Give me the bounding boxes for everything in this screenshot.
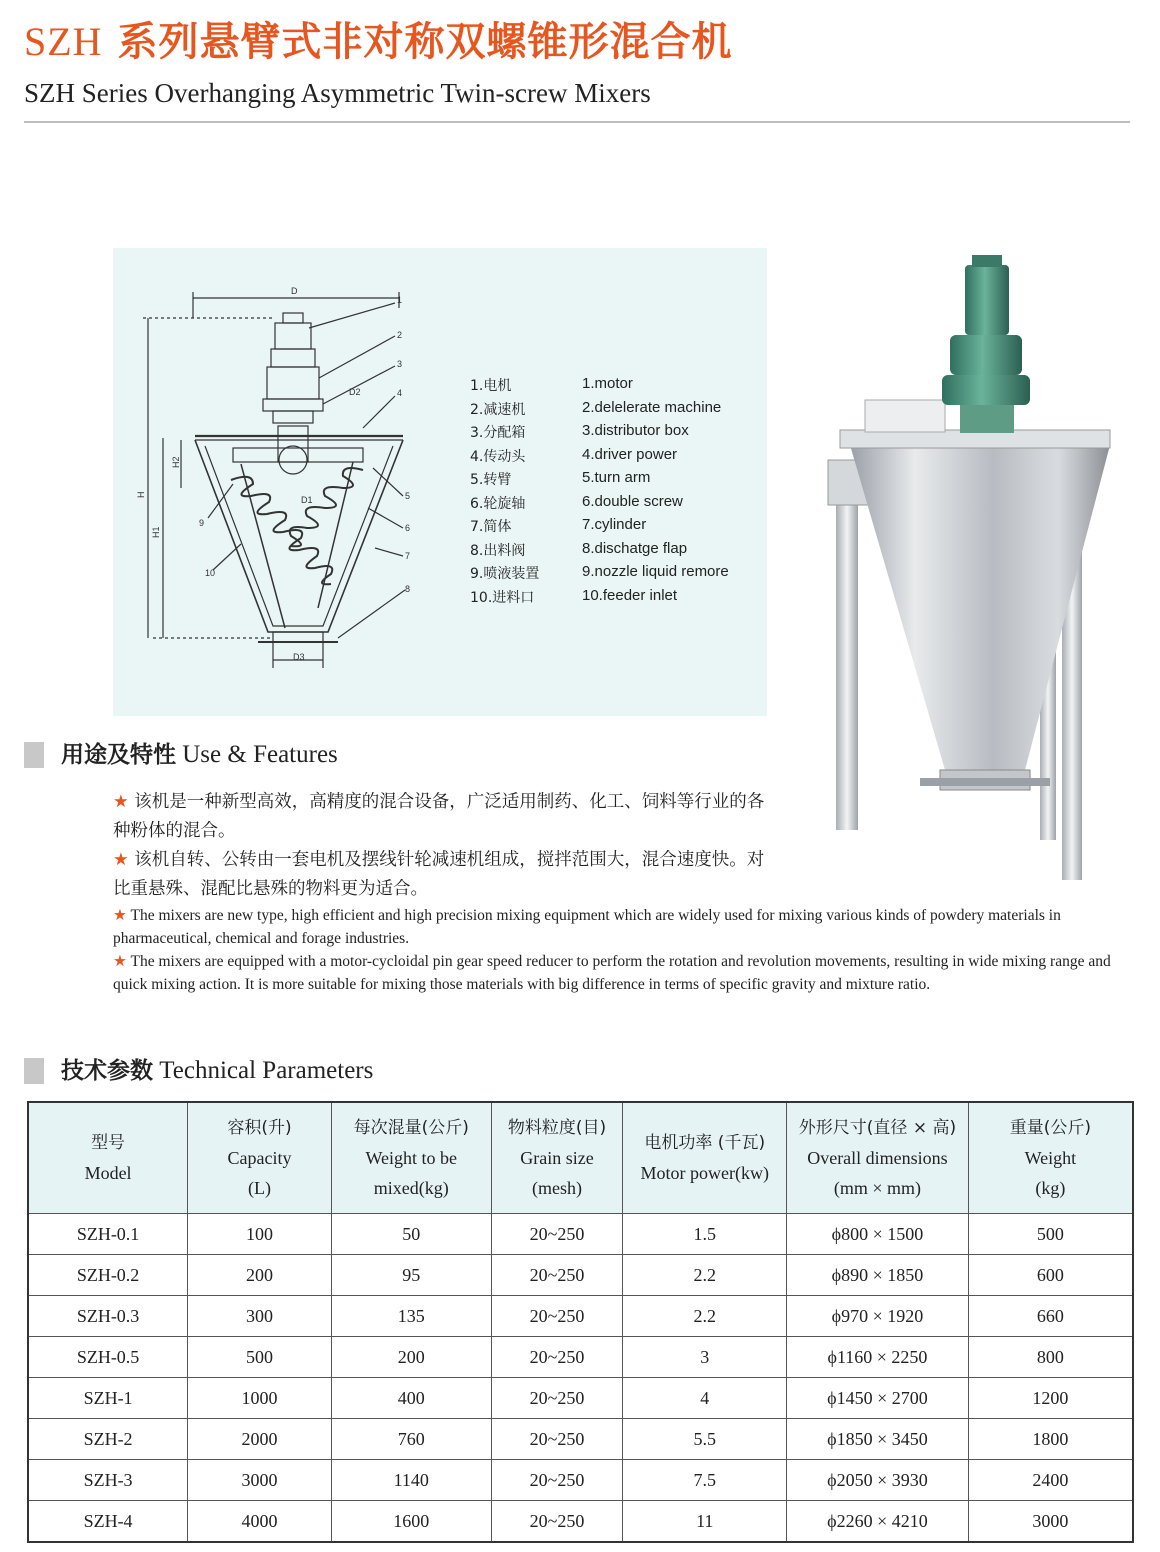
technical-drawing-panel: [113, 248, 767, 716]
table-row: [28, 1255, 1133, 1296]
table-cell: 760: [331, 1419, 491, 1460]
part-number-2: 2: [397, 330, 403, 340]
table-cell: ϕ2050 × 3930: [787, 1460, 969, 1501]
col-header-weight-mixed: 每次混量(公斤) Weight to be mixed(kg): [331, 1102, 491, 1214]
table-row: [28, 1337, 1133, 1378]
table-cell: 400: [331, 1378, 491, 1419]
table-cell: 20~250: [491, 1378, 623, 1419]
part-number-4: 4: [397, 388, 403, 398]
table-cell: 1800: [968, 1419, 1133, 1460]
table-cell: SZH-0.2: [28, 1255, 188, 1296]
table-cell: 3: [623, 1337, 787, 1378]
col-header-motor-power: 电机功率 (千瓦) Motor power(kw): [623, 1102, 787, 1214]
table-cell: 20~250: [491, 1501, 623, 1543]
label-h: H: [136, 491, 146, 498]
table-cell: SZH-0.1: [28, 1214, 188, 1255]
support-leg-left: [836, 500, 858, 830]
table-cell: ϕ1160 × 2250: [787, 1337, 969, 1378]
title-divider: [24, 121, 1130, 123]
col-header-grain-size: 物料粒度(目) Grain size (mesh): [491, 1102, 623, 1214]
table-cell: 20~250: [491, 1214, 623, 1255]
col-header-model: 型号 Model: [28, 1102, 188, 1214]
cone-body-shape: [195, 440, 403, 632]
table-cell: ϕ1450 × 2700: [787, 1378, 969, 1419]
table-cell: 3000: [968, 1501, 1133, 1543]
heading-marker: [24, 1058, 44, 1084]
table-cell: 800: [968, 1337, 1133, 1378]
table-cell: 11: [623, 1501, 787, 1543]
table-cell: 600: [968, 1255, 1133, 1296]
part-number-3: 3: [397, 359, 403, 369]
feature-en-2: ★ The mixers are equipped with a motor-cycloidal pin gear speed reducer to perform the rotation and revolution movements, resulting in wide mixing range and quick mixing action. It is more suitable for mixing those materials with big difference in terms of specific gravity and mixture ratio.: [113, 953, 1111, 993]
motor-shape: [275, 323, 311, 349]
table-row: [28, 1419, 1133, 1460]
table-row: [28, 1296, 1133, 1337]
page-title-en: SZH Series Overhanging Asymmetric Twin-screw Mixers: [24, 78, 651, 108]
table-cell: 4: [623, 1378, 787, 1419]
part-number-7: 7: [405, 551, 411, 561]
label-h1: H1: [151, 526, 161, 538]
label-d3: D3: [293, 652, 305, 662]
table-cell: 1200: [968, 1378, 1133, 1419]
feature-en-1: ★ The mixers are new type, high efficient and high precision mixing equipment which are widely used for mixing various kinds of powdery materials in pharmaceutical, chemical and forage industries.: [113, 907, 1061, 947]
title-cn-text: 系列悬臂式非对称双螺锥形混合机: [117, 19, 733, 65]
table-cell: 20~250: [491, 1460, 623, 1501]
table-cell: 95: [331, 1255, 491, 1296]
col-header-capacity: 容积(升) Capacity (L): [188, 1102, 332, 1214]
table-cell: 200: [331, 1337, 491, 1378]
table-cell: 2400: [968, 1460, 1133, 1501]
motor-body: [965, 265, 1009, 335]
outlet-shape: [273, 632, 323, 642]
table-cell: 1600: [331, 1501, 491, 1543]
table-cell: ϕ2260 × 4210: [787, 1501, 969, 1543]
table-cell: ϕ800 × 1500: [787, 1214, 969, 1255]
col-header-dimensions: 外形尺寸(直径 × 高) Overall dimensions (mm × mm): [787, 1102, 969, 1214]
table-cell: ϕ970 × 1920: [787, 1296, 969, 1337]
table-cell: SZH-1: [28, 1378, 188, 1419]
table-cell: 4000: [188, 1501, 332, 1543]
table-cell: 5.5: [623, 1419, 787, 1460]
technical-parameters-table: [27, 1101, 1134, 1543]
table-cell: 20~250: [491, 1296, 623, 1337]
label-h2: H2: [171, 456, 181, 468]
distributor-box-shape: [278, 426, 308, 462]
part-number-1: 1: [397, 295, 403, 305]
table-cell: SZH-0.5: [28, 1337, 188, 1378]
table-cell: 135: [331, 1296, 491, 1337]
table-cell: 300: [188, 1296, 332, 1337]
part-number-10: 10: [205, 568, 216, 578]
table-cell: ϕ1850 × 3450: [787, 1419, 969, 1460]
table-cell: 2.2: [623, 1296, 787, 1337]
label-d2: D2: [349, 387, 361, 397]
table-cell: 500: [968, 1214, 1133, 1255]
table-cell: SZH-0.3: [28, 1296, 188, 1337]
table-cell: SZH-2: [28, 1419, 188, 1460]
feature-cn-2: ★ 该机自转、公转由一套电机及摆线针轮减速机组成，搅拌范围大，混合速度快。对比重悬殊、混配比悬殊的物料更为适合。: [113, 850, 765, 899]
table-cell: 20~250: [491, 1419, 623, 1460]
right-screw-shape: [290, 468, 363, 546]
table-header-row: [28, 1102, 1133, 1214]
table-cell: 2000: [188, 1419, 332, 1460]
feature-cn-1: ★ 该机是一种新型高效，高精度的混合设备，广泛适用制药、化工、饲料等行业的各种粉体的混合。: [113, 792, 765, 841]
table-row: [28, 1460, 1133, 1501]
table-cell: 2.2: [623, 1255, 787, 1296]
table-cell: 50: [331, 1214, 491, 1255]
table-row: [28, 1214, 1133, 1255]
heading-marker: [24, 742, 44, 768]
title-latin: SZH: [24, 19, 103, 64]
page-title-cn: [24, 18, 733, 66]
table-cell: 200: [188, 1255, 332, 1296]
table-cell: 660: [968, 1296, 1133, 1337]
label-d: D: [291, 286, 298, 296]
table-cell: SZH-4: [28, 1501, 188, 1543]
table-row: [28, 1501, 1133, 1543]
label-d1: D1: [301, 495, 313, 505]
features-text: [113, 788, 1138, 996]
table-cell: 1.5: [623, 1214, 787, 1255]
table-cell: 7.5: [623, 1460, 787, 1501]
table-cell: SZH-3: [28, 1460, 188, 1501]
part-number-8: 8: [405, 584, 411, 594]
reducer-shape: [267, 367, 319, 399]
table-cell: ϕ890 × 1850: [787, 1255, 969, 1296]
table-cell: 1000: [188, 1378, 332, 1419]
table-cell: 20~250: [491, 1255, 623, 1296]
table-cell: 3000: [188, 1460, 332, 1501]
part-number-6: 6: [405, 523, 411, 533]
part-number-5: 5: [405, 491, 411, 501]
left-screw-shape: [231, 477, 332, 584]
table-row: [28, 1378, 1133, 1419]
reducer-body: [950, 335, 1022, 375]
table-cell: 500: [188, 1337, 332, 1378]
mixer-schematic: [113, 248, 767, 716]
col-header-weight: 重量(公斤) Weight (kg): [968, 1102, 1133, 1214]
table-cell: 20~250: [491, 1337, 623, 1378]
table-cell: 100: [188, 1214, 332, 1255]
part-number-9: 9: [199, 518, 205, 528]
table-cell: 1140: [331, 1460, 491, 1501]
